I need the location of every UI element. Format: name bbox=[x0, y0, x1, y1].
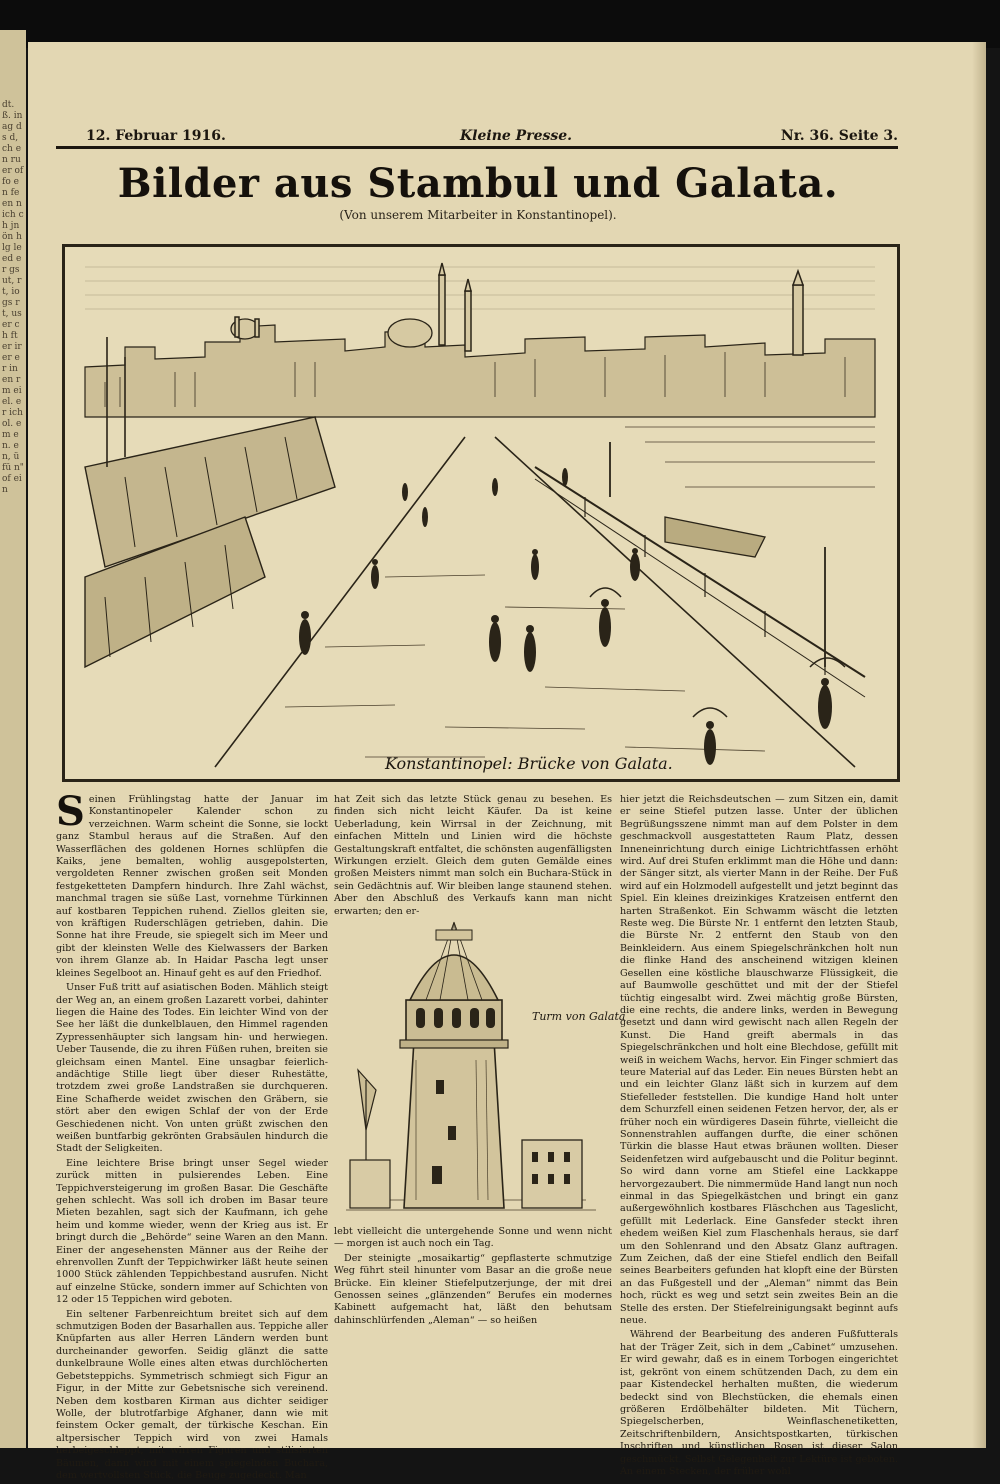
column2-paragraph-1: hat Zeit sich das letzte Stück genau zu besehen. Es finden sich nicht leicht Käufer. Da ist keine Ueberladung, kein Wirrsal in der Zeichnung, mit einfachen Mitteln und Linien wird die höchste Gestaltungskraft entfaltet, die schönsten augenfälligsten Wirkungen erzielt. Gleich dem guten Gemälde eines großen Meisters nimmt man solch ein Buchara-Stück in sein Gedächtnis auf. Wir bleiben lange staunend stehen. Aber den Abschluß des Verkaufs kann man nicht erwarten; den er- bbox=[334, 794, 612, 917]
column1-paragraph-2: Unser Fuß tritt auf asiatischen Boden. Mählich steigt der Weg an, an einem großen Lazarett vorbei, dahinter liegen die Haine des Todes. Ein leichter Wind von der See her läßt die dunkelblauen, den Himmel ragenden Zypressenhäupter sich langsam hin- und herwiegen. Ueber Tausende, die zu ihren Füßen ruhen, breiten sie gleichsam einen Mantel. Eine unsagbar feierlich-andächtige Stille liegt über dieser Ruhestätte, trotzdem zwei große Landstraßen sie durchqueren. Eine Schafherde weidet zwischen den Gräbern, sie stört aber den ewigen Schlaf der von der Erde Geschiedenen nicht. Von unten grüßt zwischen den weißen buntfarbig gekrönten Grabsäulen hindurch die Stadt der Seligkeiten. bbox=[56, 982, 328, 1155]
column2-bottom-text bbox=[334, 1226, 612, 1329]
tower-sketch bbox=[336, 890, 626, 1220]
column1-paragraph-4: Ein seltener Farbenreichtum breitet sich auf dem schmutzigen Boden der Basarhallen aus. Teppiche aller Knüpfarten aus aller Herren Ländern werden bunt durcheinander geworfen. Seidig glänzt die satte dunkelbraune Wolle eines alten etwas durchlöcherten Gebetsteppichs. Symmetrisch schmiegt sich Figur an Figur, in der Mitte zur Gebetsnische sich vereinend. Neben dem kostbaren Kirman aus dichter seidiger Wolle, der blutrotfarbige Afghaner, dann wie mit feinstem Ocker gemalt, der türkische Keschan. Ein altpersischer Teppich wird von zwei Hamals herbeigeschleppt, mit wirren Figuren und stilisierten Bäumen, dann wird mit einem spiegelnden Buchara, dem wertvollsten Stück, die Beuge zugedeckt. Man bbox=[56, 1308, 328, 1481]
newspaper-page bbox=[28, 42, 986, 1481]
column1-paragraph-1-text: einen Frühlingstag hatte der Januar im Konstantinopeler Kalender schon zu verzeichnen. Warm scheint die Sonne, sie lockt ganz Stambul heraus auf die Straßen. Auf den Wasserflächen des goldenen Hornes schlüpfen die Kaiks, jene bemalten, wohlig ausgepolsterten, vergoldeten Renner zwischen großen seit Monden festgeketteten Dampfern hindurch. Ihre Zahl wächst, manchmal tragen sie süße Last, vornehme Türkinnen auf kostbaren Teppichen ruhend. Ziellos gleiten sie, von kräftigen Ruderschlägen getrieben, dahin. Die Sonne hat ihre Freude, sie spiegelt sich im Meer und gibt der kleinsten Welle des Kielwassers der Barken von ihrem Glanze ab. In Haidar Pascha legt unser kleines Segelboot an. Hinauf geht es auf den Friedhof. bbox=[56, 794, 328, 979]
column2-paragraph-2: lebt vielleicht die untergehende Sonne und wenn nicht — morgen ist auch noch ein Tag. bbox=[334, 1226, 612, 1250]
masthead-paper-name: Kleine Presse. bbox=[460, 128, 573, 144]
article-title: Bilder aus Stambul und Galata. bbox=[117, 160, 839, 207]
masthead-rule bbox=[56, 146, 898, 149]
masthead-date: 12. Februar 1916. bbox=[86, 128, 226, 144]
article-column-1 bbox=[56, 788, 328, 1484]
bridge-sketch bbox=[65, 247, 897, 779]
neighbor-page-edge bbox=[0, 30, 26, 1448]
column2-paragraph-3: Der steinigte „mosaikartig“ gepflasterte schmutzige Weg führt steil hinunter vom Basar an die große neue Brücke. Ein kleiner Stiefelputzerjunge, der mit drei Genossen seines „glänzenden“ Berufes ein modernes Kabinett aufgemacht hat, läßt den behutsam dahinschlürfenden „Aleman“ — so heißen bbox=[334, 1252, 612, 1326]
neighbor-page-fragments: dt. ß. in ag ds d, ch en ru er of fo en fe en n ich ch jn ön h lg le ed er gs ut, rt, io gs rt, us er ch ft er ir er er in en rm ei el. er ich ol. em en. en, ü fü n" of ein bbox=[2, 100, 24, 495]
galata-tower-illustration bbox=[336, 890, 626, 1220]
masthead bbox=[58, 128, 898, 146]
dropcap-letter: S bbox=[56, 788, 85, 835]
bridge-illustration bbox=[62, 244, 900, 782]
illustration-caption: Konstantinopel: Brücke von Galata. bbox=[385, 754, 673, 773]
column3-paragraph-2: Während der Bearbeitung des anderen Fußfutterals hat der Träger Zeit, sich in dem „Cabinet“ umzusehen. Er wird gewahr, daß es in einem Torbogen eingerichtet ist, gekrönt von einem schützenden Dach, zu dem ein paar Kistendeckel herhalten mußten, die wiederum bedeckt sind von Blechstücken, die ehemals einen größeren Erdölbehälter bildeten. Mit Tüchern, Spiegelscherben, Weinflaschenetiketten, Zeitschriftenbildern, Ansichtspostkarten, türkischen Inschriften und künstlichen Rosen ist dieser Salon geschmückt. Selbst Gelegenheit zur Lektüre ist geboten. An einem Stecken, der früher wohl bbox=[620, 1329, 898, 1477]
article-byline: (Von unserem Mitarbeiter in Konstantinopel). bbox=[339, 208, 617, 222]
article-column-3 bbox=[620, 794, 898, 1480]
column3-paragraph-1: hier jetzt die Reichsdeutschen — zum Sitzen ein, damit er seine Stiefel putzen lasse. Unter der üblichen Begrüßungsszene nimmt man auf dem Polster in dem geschmackvoll ausgestatteten Raum Platz, dessen Inneneinrichtung durch einige Lichtrichtfassen erhöht wird. Auf drei Stufen erklimmt man die Höhe und dann: der Sänger sitzt, als vierter Mann in der Reihe. Der Fuß wird auf ein Holzmodell aufgestellt und jetzt beginnt das Spiel. Ein kleines dreizinkiges Kratzeisen entfernt den harten Straßenkot. Ein Schwamm wäscht die letzten Reste weg. Die Bürste Nr. 1 entfernt den letzten Staub, die Bürste Nr. 2 entfernt den Staub von den Beinkleidern. Aus einem Spiegelschränkchen holt nun die flinke Hand des anscheinend witzigen kleinen Gesellen eine köstliche blauschwarze Flüssigkeit, die auf Baumwolle geschüttet und mit der der Stiefel tüchtig eingesalbt wird. Zwei mächtig große Bürsten, die eine rechts, die andere links, werden in Bewegung gesetzt und dann wird gewischt nach allen Regeln der Kunst. Die Hand greift abermals in das Spiegelschränkchen und holt eine Blechdose, gefüllt mit weiß in weichem Wachs, hervor. Ein Finger schmiert das teure Material auf das Leder. Ein neues Bürsten hebt an und ein leichter Glanz läßt sich in kurzem auf dem Stiefelleder feststellen. Die kundige Hand holt unter dem Schurzfell einen seidenen Fetzen hervor, der, als er früher noch ein würdigeres Dasein führte, vielleicht die Sonnenstrahlen auffangen durfte, die einer schönen Türkin die blasse Haut etwas bräunen wollten. Dieser Seidenfetzen wird aufgebauscht und die Politur beginnt. So wird dann vorne am Stiefel eine Lackkappe hervorgezaubert. Die nimmermüde Hand langt nun noch einmal in das Spiegelkästchen und bringt ein ganz außergewöhnlich kostbares Fläschchen aus Tageslicht, gefüllt mit Lederlack. Eine Gansfeder steckt ihren ehedem weißen Kiel zum Flaschenhals heraus, sie darf um den Sohlenrand und den Absatz Glanz auftragen. Zum Zeichen, daß der eine Stiefel endlich den Beifall seines Bearbeiters gefunden hat klopft eine der Bürsten an das Fußgestell und der „Aleman“ nimmt das Bein hoch, rückt es weg und setzt sein zweites Bein an die Stelle des ersten. Der Stiefelreinigungsakt beginnt aufs neue. bbox=[620, 794, 898, 1327]
column1-paragraph-1 bbox=[56, 788, 328, 980]
masthead-issue: Nr. 36. Seite 3. bbox=[780, 128, 898, 144]
tower-caption: Turm von Galata bbox=[532, 1010, 626, 1023]
scan-background-top bbox=[0, 0, 1000, 48]
column1-paragraph-3: Eine leichtere Brise bringt unser Segel wieder zurück mitten in pulsierendes Leben. Eine Teppichversteigerung im großen Basar. Die Geschäfte gehen schlecht. Was soll ich droben im Basar teure Mieten bezahlen, sagt sich der Kaufmann, ich gehe heim und komme wieder, wenn der Krieg aus ist. Er bringt durch die „Behörde“ seine Waren an den Mann. Einer der angesehensten Männer aus der Reihe der ehrenvollen Zunft der Teppichwirker läßt heute seinen 1000 Stück zählenden Teppichbestand ausrufen. Nicht auf einzelne Stücke, sondern immer auf Schichten von 12 oder 15 Teppichen wird geboten. bbox=[56, 1157, 328, 1306]
